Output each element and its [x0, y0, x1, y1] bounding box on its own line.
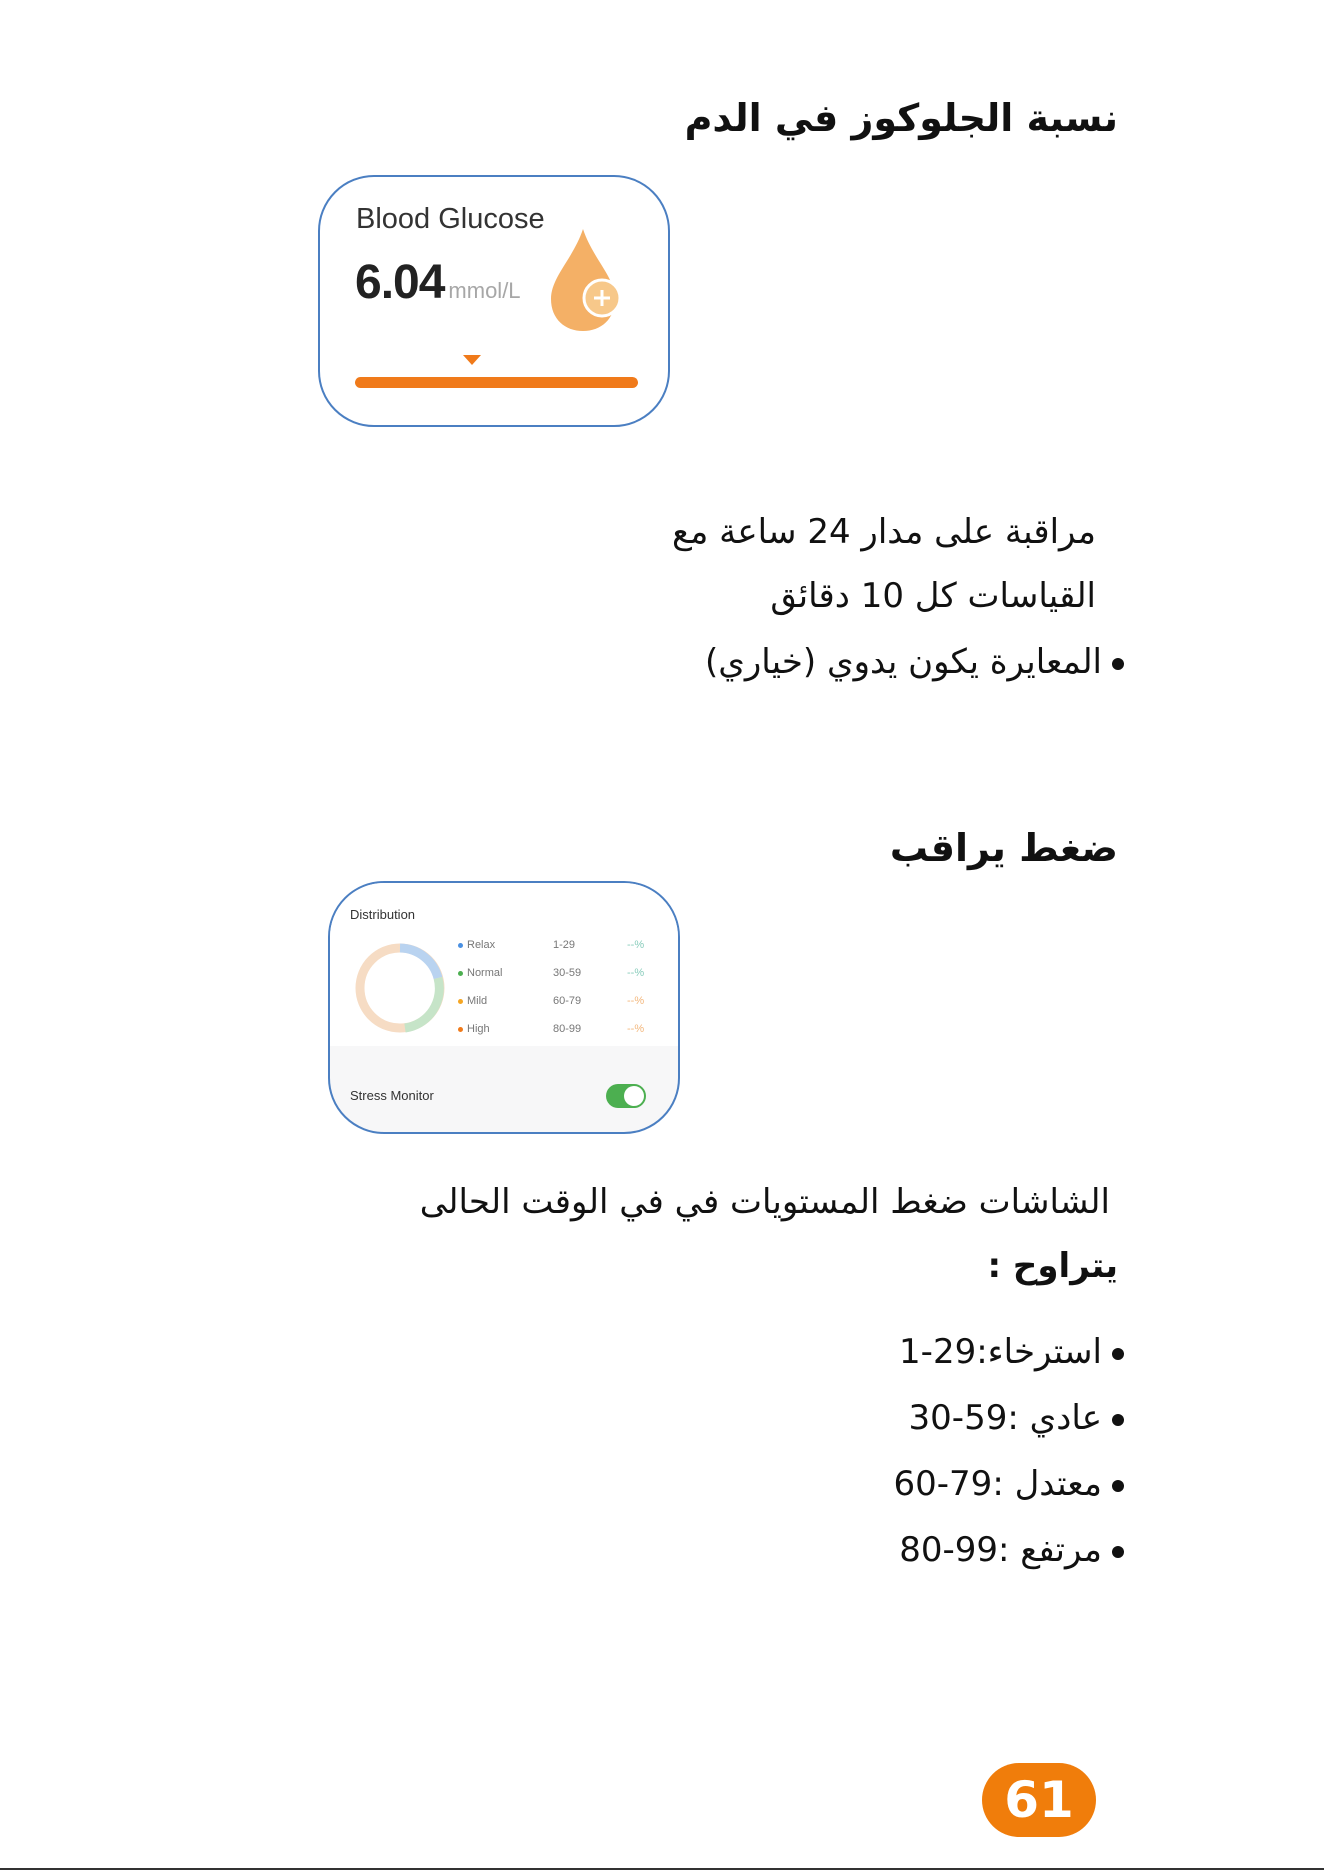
glucose-level-marker	[463, 355, 481, 365]
page-number-badge: 61	[982, 1763, 1096, 1837]
glucose-unit: mmol/L	[448, 278, 521, 303]
stress-heading: ضغط يراقب	[889, 826, 1118, 870]
stress-monitor-toggle[interactable]	[606, 1084, 646, 1108]
blood-drop-plus-icon	[545, 225, 625, 335]
distribution-row-normal: Normal 30-59 --%	[458, 967, 644, 979]
stress-monitor-label: Stress Monitor	[350, 1088, 434, 1103]
stress-bullet-relax: استرخاء:29-1	[899, 1332, 1124, 1372]
stress-distribution-card	[328, 881, 680, 1134]
blood-glucose-card	[318, 175, 670, 427]
distribution-row-high: High 80-99 --%	[458, 1023, 644, 1035]
distribution-row-mild: Mild 60-79 --%	[458, 995, 644, 1007]
distribution-title: Distribution	[350, 907, 416, 922]
stress-bullet-normal: عادي :59-30	[909, 1398, 1124, 1438]
glucose-card-title: Blood Glucose	[356, 203, 545, 235]
toggle-knob	[624, 1086, 644, 1106]
stress-para-line1: الشاشات ضغط المستويات في في الوقت الحالى	[419, 1182, 1110, 1222]
glucose-para-line2: القياسات كل 10 دقائق	[770, 576, 1096, 616]
stress-bullet-high: مرتفع :99-80	[899, 1530, 1124, 1570]
bottom-divider	[0, 1868, 1324, 1870]
bullet-dot	[1112, 658, 1124, 670]
glucose-bullet: المعايرة يكون يدوي (خياري)	[705, 642, 1124, 682]
glucose-range-bar	[355, 377, 638, 388]
glucose-para-line1: مراقبة على مدار 24 ساعة مع	[672, 512, 1096, 552]
stress-bullet-mild: معتدل :79-60	[894, 1464, 1125, 1504]
glucose-heading: نسبة الجلوكوز في الدم	[684, 96, 1118, 140]
stress-para-line2: يتراوح :	[987, 1246, 1118, 1286]
distribution-row-relax: Relax 1-29 --%	[458, 939, 644, 951]
distribution-ring-chart	[350, 938, 450, 1038]
glucose-value: 6.04 mmol/L	[355, 256, 521, 309]
